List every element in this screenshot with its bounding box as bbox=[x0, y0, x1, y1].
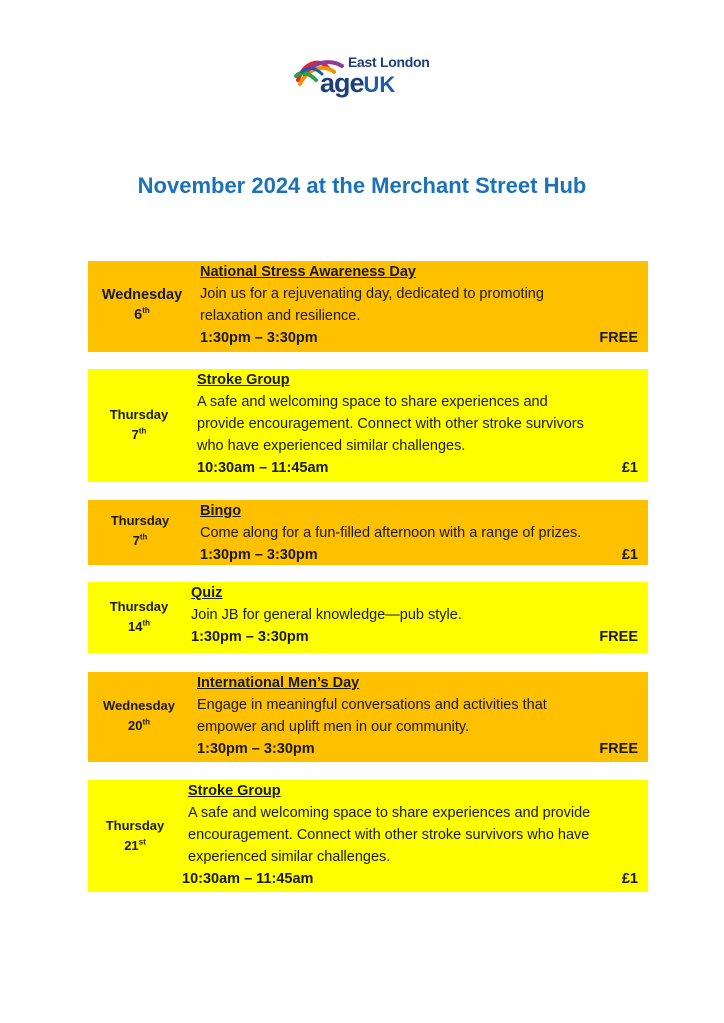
event-card bbox=[88, 780, 648, 892]
event-date bbox=[88, 405, 190, 445]
event-card bbox=[88, 672, 648, 762]
event-body bbox=[200, 500, 638, 566]
event-time-row bbox=[197, 457, 638, 479]
event-date bbox=[88, 696, 190, 736]
event-date-number: 6 bbox=[134, 307, 143, 323]
event-body bbox=[197, 369, 638, 479]
event-date-number: 7 bbox=[131, 427, 139, 442]
event-title: Stroke Group bbox=[188, 783, 281, 799]
event-date-number: 14 bbox=[127, 619, 143, 634]
event-time-row bbox=[200, 327, 638, 349]
event-time-row bbox=[191, 626, 638, 648]
event-time: 10:30am – 11:45am bbox=[182, 871, 314, 887]
event-date bbox=[88, 816, 182, 856]
event-date bbox=[88, 511, 192, 551]
event-date-suffix: th bbox=[142, 618, 151, 628]
logo-brand bbox=[320, 68, 395, 99]
event-time-row bbox=[182, 868, 638, 890]
event-weekday: Wednesday bbox=[102, 698, 175, 713]
logo-org-name: East London bbox=[348, 54, 430, 70]
event-weekday: Thursday bbox=[105, 818, 165, 833]
event-price: FREE bbox=[599, 629, 638, 645]
event-title: Stroke Group bbox=[197, 372, 290, 388]
event-body bbox=[191, 582, 638, 648]
event-date-suffix: th bbox=[138, 426, 147, 436]
event-time: 1:30pm – 3:30pm bbox=[197, 741, 315, 757]
event-time: 1:30pm – 3:30pm bbox=[191, 629, 309, 645]
event-title: International Men’s Day bbox=[197, 675, 360, 691]
event-weekday: Thursday bbox=[109, 407, 169, 422]
event-time: 1:30pm – 3:30pm bbox=[200, 330, 318, 346]
event-price: £1 bbox=[621, 460, 638, 476]
event-price: FREE bbox=[599, 741, 638, 757]
event-description: Join JB for general knowledge—pub style. bbox=[191, 607, 462, 623]
event-date-suffix: st bbox=[138, 837, 146, 847]
event-time-row bbox=[197, 738, 638, 760]
event-date-suffix: th bbox=[139, 532, 148, 542]
event-date-number: 20 bbox=[127, 718, 143, 733]
event-time-row bbox=[200, 544, 638, 566]
event-title: National Stress Awareness Day bbox=[200, 264, 416, 280]
event-price: £1 bbox=[621, 547, 638, 563]
event-date-number: 7 bbox=[132, 533, 140, 548]
event-card bbox=[88, 261, 648, 352]
event-body bbox=[200, 261, 638, 349]
event-price: FREE bbox=[599, 330, 638, 346]
event-description: Engage in meaningful conversations and activities that empower and uplift men in our community. bbox=[197, 697, 547, 735]
event-time: 1:30pm – 3:30pm bbox=[200, 547, 318, 563]
event-weekday: Wednesday bbox=[101, 287, 183, 303]
event-card bbox=[88, 500, 648, 565]
page-title: November 2024 at the Merchant Street Hub bbox=[137, 173, 587, 198]
event-body bbox=[197, 672, 638, 760]
event-date-suffix: th bbox=[142, 306, 150, 316]
event-body bbox=[182, 780, 638, 890]
event-date-number: 21 bbox=[124, 838, 139, 853]
event-description: A safe and welcoming space to share experiences and provide encouragement. Connect with other stroke survivors who have experienced similar challenges. bbox=[188, 805, 591, 865]
event-title: Quiz bbox=[191, 585, 223, 601]
event-price: £1 bbox=[621, 871, 638, 887]
event-description: A safe and welcoming space to share experiences and provide encouragement. Connect with other stroke survivors who have experienced similar challenges. bbox=[197, 394, 584, 454]
event-description: Come along for a fun-filled afternoon with a range of prizes. bbox=[200, 525, 582, 541]
event-card bbox=[88, 582, 648, 653]
age-uk-logo bbox=[294, 50, 434, 100]
event-date bbox=[88, 285, 196, 325]
logo-brand-suffix: UK bbox=[363, 72, 396, 97]
event-date-suffix: th bbox=[142, 717, 151, 727]
event-time: 10:30am – 11:45am bbox=[197, 460, 329, 476]
logo-brand-main: age bbox=[320, 68, 364, 98]
event-title: Bingo bbox=[200, 503, 242, 519]
event-description: Join us for a rejuvenating day, dedicated to promoting relaxation and resilience. bbox=[200, 286, 544, 324]
event-weekday: Thursday bbox=[109, 599, 169, 614]
event-weekday: Thursday bbox=[110, 513, 170, 528]
event-card bbox=[88, 369, 648, 482]
event-date bbox=[88, 597, 190, 637]
